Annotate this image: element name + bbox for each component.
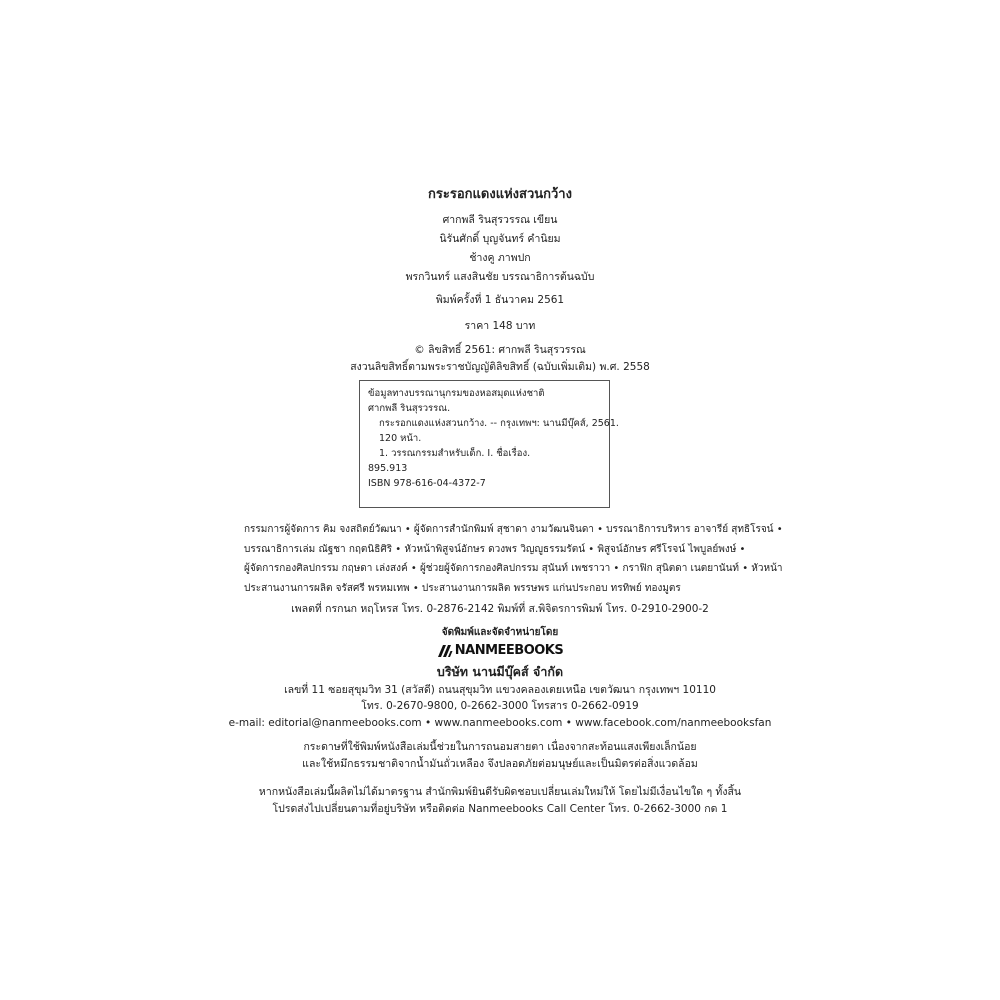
editor-line: พรกวินทร์ แสงสินชัย บรรณาธิการต้นฉบับ	[405, 271, 595, 283]
rights-line: สงวนลิขสิทธิ์ตามพระราชบัญญัติลิขสิทธิ์ (ฉบับเพิ่มเติม) พ.ศ. 2558	[350, 361, 650, 373]
author-line: ศากพลี รินสุรวรรณ เขียน	[442, 214, 558, 226]
cip-classification: 895.913	[368, 463, 408, 474]
price-line: ราคา 148 บาท	[464, 320, 536, 332]
cip-isbn: ISBN 978-616-04-4372-7	[368, 478, 486, 489]
publisher-logo	[0, 643, 1000, 658]
company-online: e-mail: editorial@nanmeebooks.com • www.nanmeebooks.com • www.facebook.com/nanmeebooksfan	[228, 717, 772, 729]
preface-line: นิรันศักดิ์ บุญจันทร์ คำนิยม	[439, 233, 561, 245]
cip-pages: 120 หน้า.	[379, 433, 422, 444]
cip-author: ศากพลี รินสุรวรรณ.	[368, 403, 451, 414]
cip-subject: 1. วรรณกรรมสำหรับเด็ก. I. ชื่อเรื่อง.	[379, 448, 531, 459]
credits-line: กรรมการผู้จัดการ คิม จงสถิตย์วัฒนา • ผู้จัดการสำนักพิมพ์ สุชาดา งามวัฒนจินดา • บรรณาธิการบริหาร อาจารีย์ สุทธิโรจน์ •	[244, 524, 783, 535]
defect-note: หากหนังสือเล่มนี้ผลิตไม่ได้มาตรฐาน สำนักพิมพ์ยินดีรับผิดชอบเปลี่ยนเล่มใหม่ให้ โดยไม่มีเงื่อนไขใด ๆ ทั้งสิ้น	[258, 786, 742, 798]
illustrator-line: ช้างคู ภาพปก	[469, 252, 531, 264]
cip-title-entry: กระรอกแดงแห่งสวนกว้าง. -- กรุงเทพฯ: นานมีบุ๊คส์, 2561.	[379, 418, 619, 429]
logo-wordmark: NANMEEBOOKS	[454, 643, 564, 658]
printing-line: เพลตที่ กรกนก หฤโหรส โทร. 0-2876-2142 พิมพ์ที่ ส.พิจิตรการพิมพ์ โทร. 0-2910-2900-2	[291, 603, 709, 615]
company-address: เลขที่ 11 ซอยสุขุมวิท 31 (สวัสดี) ถนนสุขุมวิท แขวงคลองเตยเหนือ เขตวัฒนา กรุงเทพฯ 10110	[284, 684, 716, 696]
paper-note: กระดาษที่ใช้พิมพ์หนังสือเล่มนี้ช่วยในการถนอมสายตา เนื่องจากสะท้อนแสงเพียงเล็กน้อย	[303, 741, 697, 753]
credits-line: ประสานงานการผลิต จรัสศรี พรหมเทพ • ประสานงานการผลิต พรรษพร แก่นประกอบ ทรทิพย์ ทองมูตร	[244, 582, 681, 594]
company-name: บริษัท นานมีบุ๊คส์ จำกัด	[436, 664, 564, 679]
book-title: กระรอกแดงแห่งสวนกว้าง	[428, 187, 572, 202]
nanmee-logo-icon	[437, 644, 453, 658]
staff-credits	[244, 520, 783, 598]
credits-line: ผู้จัดการกองศิลปกรรม กฤษดา เล่งสงค์ • ผู้ช่วยผู้จัดการกองศิลปกรรม สุนันท์ เพชราวา • กราฟิก สุนิตดา เนตยานันท์ • หัวหน้า	[244, 563, 783, 574]
paper-note: และใช้หมึกธรรมชาติจากน้ำมันถั่วเหลือง จึงปลอดภัยต่อมนุษย์และเป็นมิตรต่อสิ่งแวดล้อม	[302, 758, 698, 770]
cip-heading: ข้อมูลทางบรรณานุกรมของหอสมุดแห่งชาติ	[368, 388, 545, 399]
cip-box	[359, 380, 619, 508]
copyright-line: © ลิขสิทธิ์ 2561: ศากพลี รินสุรวรรณ	[414, 344, 586, 356]
edition-line: พิมพ์ครั้งที่ 1 ธันวาคม 2561	[435, 294, 565, 306]
distributed-by: จัดพิมพ์และจัดจำหน่ายโดย	[441, 627, 559, 638]
credits-line: บรรณาธิการเล่ม ณัฐชา กฤตนิธิศิริ • หัวหน้าพิสูจน์อักษร ดวงพร วิญญูธรรมรัตน์ • พิสูจน์อักษร ศรีโรจน์ ไพบูลย์พงษ์ •	[244, 543, 746, 555]
company-phone: โทร. 0-2670-9800, 0-2662-3000 โทรสาร 0-2662-0919	[361, 700, 639, 712]
defect-note: โปรดส่งไปเปลี่ยนตามที่อยู่บริษัท หรือติดต่อ Nanmeebooks Call Center โทร. 0-2662-3000 กด 1	[272, 803, 728, 815]
